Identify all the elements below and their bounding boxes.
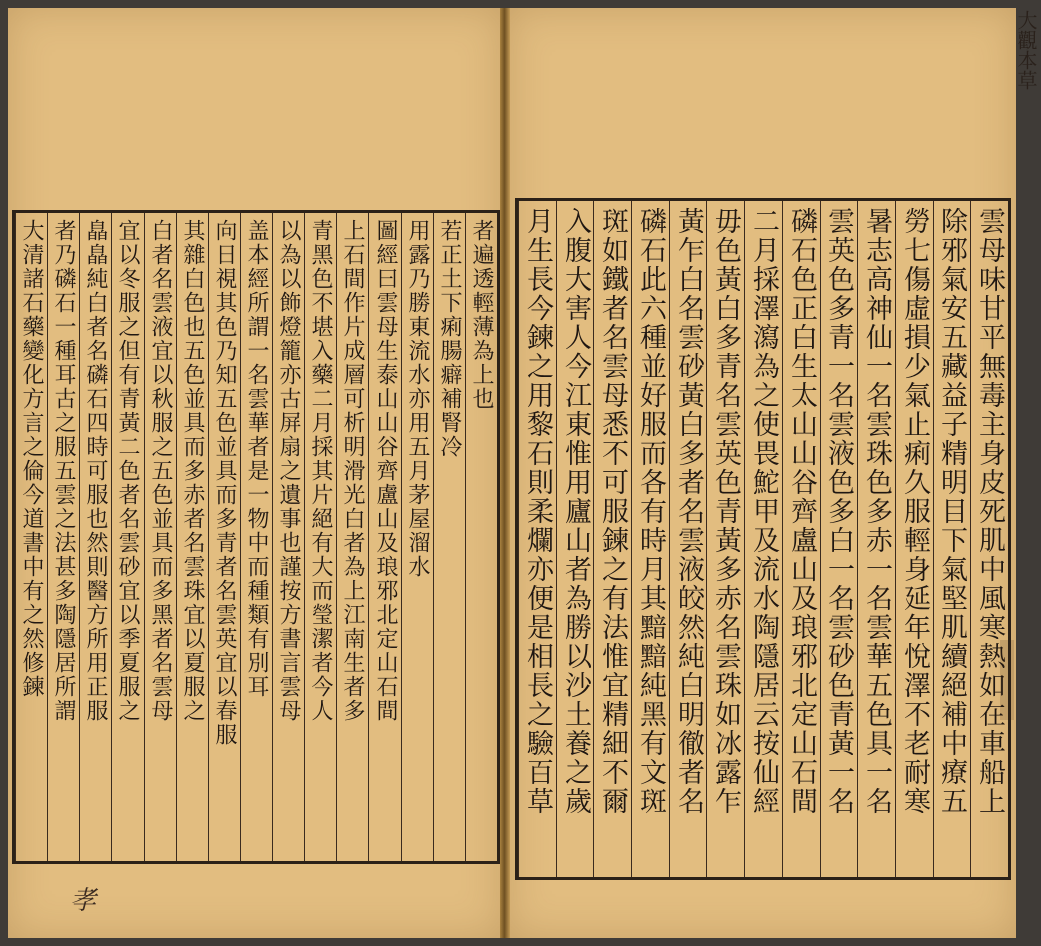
text-column: 上石間作片成層可析明滑光白者為上江南生者多: [340, 219, 365, 723]
column-rule: [240, 213, 241, 861]
column-rule: [465, 213, 466, 861]
column-rule: [782, 201, 783, 877]
text-column: 暑志高神仙一名雲珠色多赤一名雲華五色具一名: [861, 207, 892, 816]
column-rule: [706, 201, 707, 877]
column-rule: [820, 201, 821, 877]
column-rule: [144, 213, 145, 861]
column-rule: [111, 213, 112, 861]
text-column: 磷石此六種並好服而各有時月其黯黯純黑有文斑: [635, 207, 666, 816]
column-rule: [857, 201, 858, 877]
column-rule: [47, 213, 48, 861]
column-rule: [518, 201, 519, 877]
text-column: 者乃磷石一種耳古之服五雲之法甚多陶隱居所謂: [51, 219, 76, 723]
page-edge-shadow: [1000, 640, 1014, 720]
text-column: 青黑色不堪入藥二月採其片絕有大而瑩潔者今人: [308, 219, 333, 723]
text-column: 其雜白色也五色並具而多赤者名雲珠宜以夏服之: [180, 219, 205, 723]
text-column: 宜以冬服之但有青黃二色者名雲砂宜以季夏服之: [115, 219, 140, 723]
column-rule: [895, 201, 896, 877]
text-column: 斑如鐵者名雲母悉不可服鍊之有法惟宜精細不爾: [597, 207, 628, 816]
book-spine: [500, 8, 510, 938]
text-column: 以為以飾燈籠亦古屏扇之遺事也謹按方書言雲母: [276, 219, 301, 723]
column-rule: [15, 213, 16, 861]
text-column: 黃乍白名雲砂黃白多者名雲液皎然純白明徹者名: [673, 207, 704, 816]
column-rule: [970, 201, 971, 877]
text-column: 若正土下痢腸癖補腎冷: [437, 219, 462, 459]
column-rule: [933, 201, 934, 877]
text-column: 雲英色多青一名雲液色多白一名雲砂色青黃一名: [823, 207, 854, 816]
column-rule: [401, 213, 402, 861]
text-column: 盖本經所謂一名雲華者是一物中而種類有別耳: [244, 219, 269, 699]
right-text-frame: [515, 198, 1011, 880]
left-text-frame: [12, 210, 500, 864]
column-rule: [556, 201, 557, 877]
column-rule: [304, 213, 305, 861]
column-rule: [176, 213, 177, 861]
text-column: 勞七傷虛損少氣止痢久服輕身延年悅澤不老耐寒: [899, 207, 930, 816]
column-rule: [744, 201, 745, 877]
column-rule: [593, 201, 594, 877]
text-column: 二月採澤瀉為之使畏鮀甲及流水陶隱居云按仙經: [748, 207, 779, 816]
column-rule: [272, 213, 273, 861]
column-rule: [669, 201, 670, 877]
column-rule: [79, 213, 80, 861]
text-column: 月生長今鍊之用黎石則柔爛亦便是相長之驗百草: [522, 207, 553, 816]
page-edge-label: 大觀本草: [1014, 10, 1038, 90]
text-column: 雲母味甘平無毒主身皮死肌中風寒熱如在車船上: [974, 207, 1005, 816]
text-column: 向日視其色乃知五色並具而多青者名雲英宜以春服: [212, 219, 237, 747]
text-column: 除邪氣安五藏益子精明目下氣堅肌續絕補中療五: [936, 207, 967, 816]
text-column: 毋色黃白多青名雲英色青黃多赤名雲珠如冰露乍: [710, 207, 741, 816]
ink-stamp: 孝: [70, 886, 97, 916]
text-column: 者遍透輕薄為上也: [469, 219, 494, 411]
column-rule: [336, 213, 337, 861]
text-column: 用露乃勝東流水亦用五月茅屋溜水: [405, 219, 430, 579]
text-column: 入腹大害人今江東惟用廬山者為勝以沙土養之歲: [560, 207, 591, 816]
column-rule: [631, 201, 632, 877]
text-column: 圖經曰雲母生泰山山谷齊盧山及琅邪北定山石間: [373, 219, 398, 723]
column-rule: [208, 213, 209, 861]
column-rule: [368, 213, 369, 861]
text-column: 磷石色正白生太山山谷齊盧山及琅邪北定山石間: [786, 207, 817, 816]
text-column: 皛皛純白者名磷石四時可服也然則醫方所用正服: [83, 219, 108, 723]
text-column: 大清諸石藥變化方言之倫今道書中有之然修鍊: [19, 219, 44, 699]
column-rule: [433, 213, 434, 861]
text-column: 白者名雲液宜以秋服之五色並具而多黑者名雲母: [148, 219, 173, 723]
